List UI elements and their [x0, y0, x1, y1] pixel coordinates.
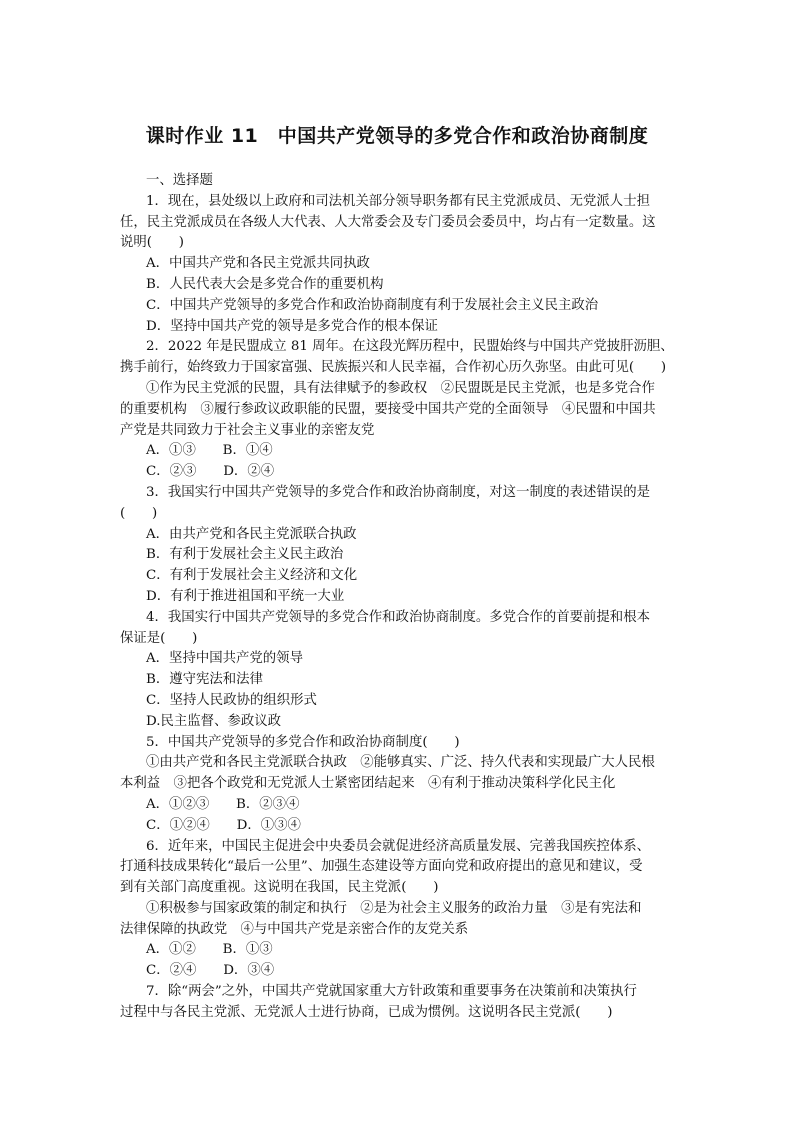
- text-line: 5．中国共产党领导的多党合作和政治协商制度( ): [146, 734, 460, 750]
- text-line: ( ): [120, 505, 158, 521]
- text-line: 保证是( ): [120, 630, 198, 646]
- text-line: 产党是共同致力于社会主义事业的亲密友党: [120, 422, 375, 438]
- text-line: D．有利于推进祖国和平统一大业: [146, 588, 345, 604]
- text-line: 过程中与各民主党派、无党派人士进行协商，已成为惯例。这说明各民主党派( ): [120, 1004, 613, 1020]
- text-line: 1．现在，县处级以上政府和司法机关部分领导职务都有民主党派成员、无党派人士担: [146, 193, 650, 209]
- question-body: [120, 171, 680, 1024]
- text-line: ①由共产党和各民主党派联合执政 ②能够真实、广泛、持久代表和实现最广大人民根: [146, 755, 655, 771]
- text-line: 3．我国实行中国共产党领导的多党合作和政治协商制度，对这一制度的表述错误的是: [146, 484, 650, 500]
- text-line: D．坚持中国共产党的领导是多党合作的根本保证: [146, 318, 438, 334]
- text-line: B．有利于发展社会主义民主政治: [146, 547, 344, 563]
- text-line: 4．我国实行中国共产党领导的多党合作和政治协商制度。多党合作的首要前提和根本: [146, 609, 650, 625]
- text-line: C．中国共产党领导的多党合作和政治协商制度有利于发展社会主义民主政治: [146, 297, 599, 313]
- text-line: 2．2022 年是民盟成立 81 周年。在这段光辉历程中，民盟始终与中国共产党披肝沥胆、: [146, 339, 674, 355]
- text-line: C．②③ D．②④: [146, 464, 275, 480]
- text-line: C．①②④ D．①③④: [146, 817, 301, 833]
- text-line: ①积极参与国家政策的制定和执行 ②是为社会主义服务的政治力量 ③是有宪法和: [146, 900, 642, 916]
- text-line: 7．除“两会”之外，中国共产党就国家重大方针政策和重要事务在决策前和决策执行: [146, 984, 637, 1000]
- text-line: A．①②③ B．②③④: [146, 796, 300, 812]
- text-line: 6．近年来，中国民主促进会中央委员会就促进经济高质量发展、完善我国疾控体系、: [146, 838, 650, 854]
- text-line: A．坚持中国共产党的领导: [146, 651, 303, 667]
- text-line: A．①③ B．①④: [146, 443, 273, 459]
- text-line: C．②④ D．③④: [146, 963, 275, 979]
- text-line: A．①② B．①③: [146, 942, 273, 958]
- page-title: 课时作业 11 中国共产党领导的多党合作和政治协商制度: [145, 125, 649, 147]
- text-line: 任，民主党派成员在各级人大代表、人大常委会及专门委员会委员中，均占有一定数量。这: [120, 214, 656, 230]
- text-line: 携手前行，始终致力于国家富强、民族振兴和人民幸福，合作初心历久弥坚。由此可见( ): [120, 360, 667, 376]
- text-line: B．遵守宪法和法律: [146, 672, 263, 688]
- text-line: B．人民代表大会是多党合作的重要机构: [146, 276, 384, 292]
- section-heading: 一、选择题: [146, 173, 213, 188]
- text-line: C．坚持人民政协的组织形式: [146, 692, 317, 708]
- text-line: 本利益 ③把各个政党和无党派人士紧密团结起来 ④有利于推动决策科学化民主化: [120, 776, 616, 792]
- text-line: ①作为民主党派的民盟，具有法律赋予的参政权 ②民盟既是民主党派，也是多党合作: [146, 380, 655, 396]
- text-line: 法律保障的执政党 ④与中国共产党是亲密合作的友党关系: [120, 921, 469, 937]
- text-line: 打通科技成果转化“最后一公里”、加强生态建设等方面向党和政府提出的意见和建议，受: [120, 859, 643, 875]
- text-line: 到有关部门高度重视。这说明在我国，民主党派( ): [120, 880, 439, 896]
- text-line: C．有利于发展社会主义经济和文化: [146, 568, 358, 584]
- text-line: A．中国共产党和各民主党派共同执政: [146, 256, 370, 272]
- text-line: D.民主监督、参政议政: [146, 713, 282, 729]
- text-line: 说明( ): [120, 235, 185, 251]
- question-lines: [120, 192, 680, 1024]
- text-line: 的重要机构 ③履行参政议政职能的民盟，要接受中国共产党的全面领导 ④民盟和中国共: [120, 401, 656, 417]
- text-line: A．由共产党和各民主党派联合执政: [146, 526, 357, 542]
